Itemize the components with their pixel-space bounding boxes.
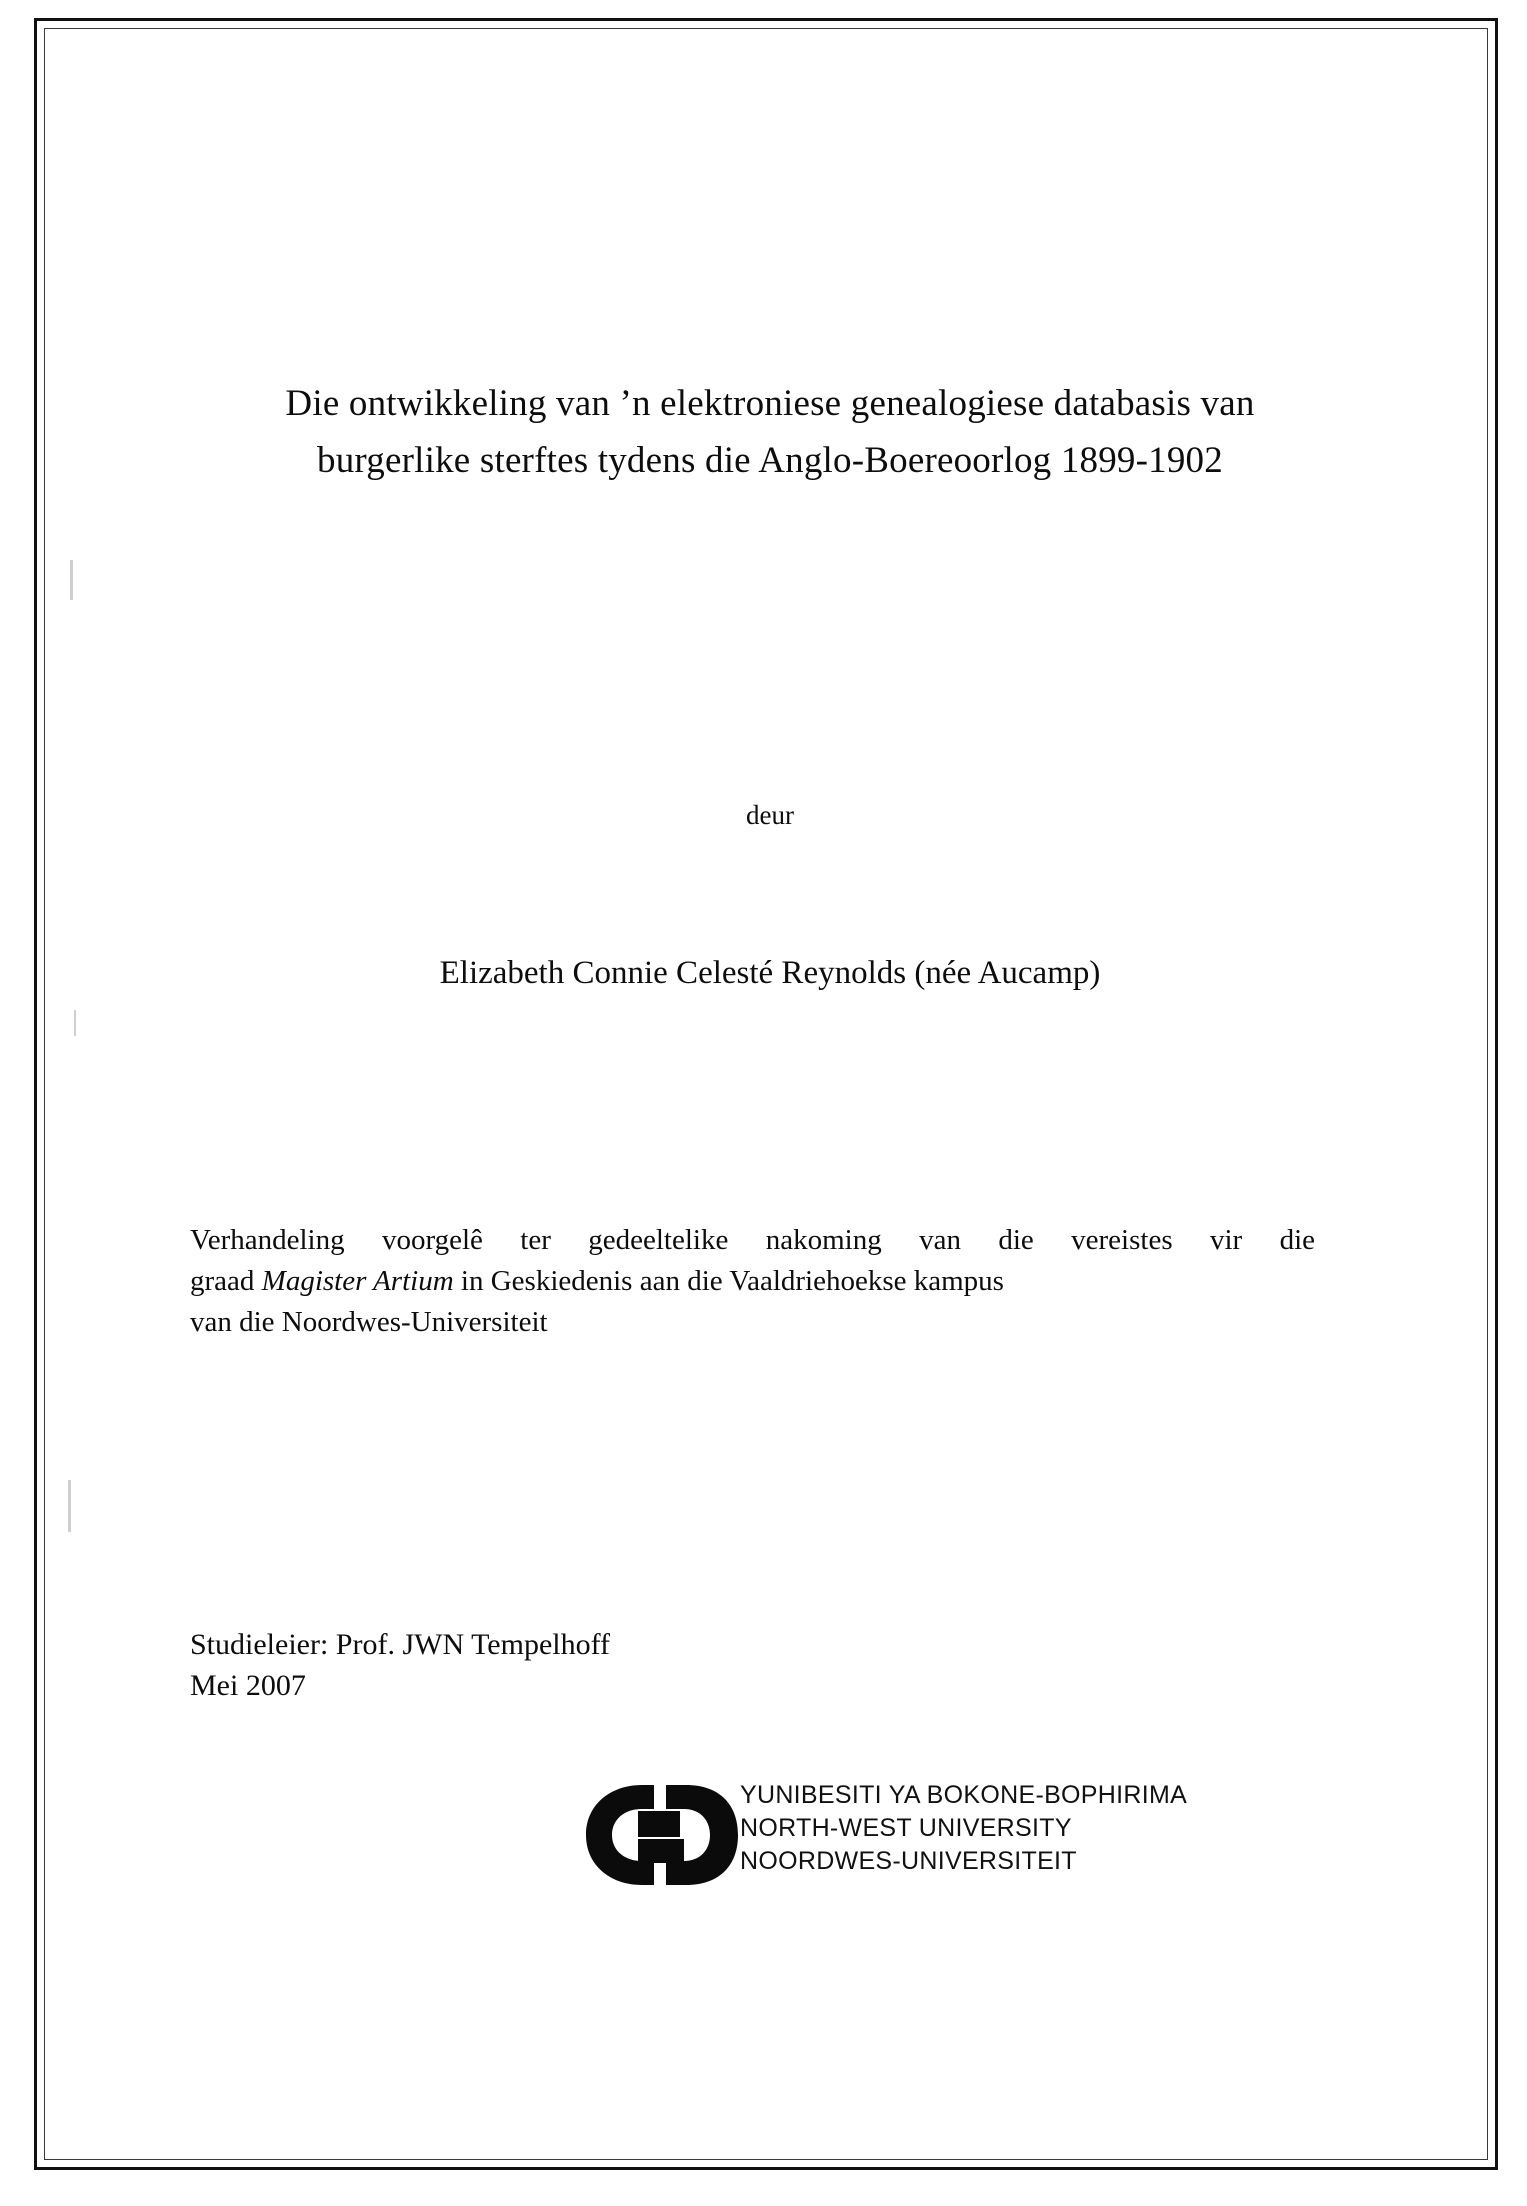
degree-statement xyxy=(190,1220,1315,1344)
scan-speckle xyxy=(68,1480,71,1532)
supervisor-block xyxy=(190,1625,1090,1706)
statement-line-2 xyxy=(190,1261,1315,1302)
scan-speckle xyxy=(70,560,73,600)
university-logo-text xyxy=(740,1779,1187,1878)
logo-text-line-3: NOORDWES-UNIVERSITEIT xyxy=(740,1847,1077,1875)
statement-line-2-suffix: in Geskiedenis aan die Vaaldriehoekse kampus xyxy=(453,1265,1004,1298)
scan-speckle xyxy=(74,1010,76,1036)
title-line-1: Die ontwikkeling van ’n elektroniese genealogiese databasis van xyxy=(285,383,1255,424)
statement-line-2-prefix: graad xyxy=(190,1265,262,1298)
author-name: Elizabeth Connie Celesté Reynolds (née Aucamp) xyxy=(439,955,1101,991)
date-line: Mei 2007 xyxy=(190,1668,306,1702)
logo-text-line-1: YUNIBESITI YA BOKONE-BOPHIRIMA xyxy=(740,1781,1188,1809)
page-content xyxy=(150,0,1370,2206)
logo-text-line-2: NORTH-WEST UNIVERSITY xyxy=(740,1814,1072,1842)
title-line-2: burgerlike sterftes tydens die Anglo-Boereoorlog 1899-1902 xyxy=(317,440,1223,482)
degree-name: Magister Artium xyxy=(261,1265,454,1298)
university-logo xyxy=(580,1775,1340,1905)
page-title xyxy=(180,375,1360,490)
statement-line-3: van die Noordwes-Universiteit xyxy=(190,1306,548,1339)
by-word: deur xyxy=(746,800,794,830)
supervisor-line: Studieleier: Prof. JWN Tempelhoff xyxy=(190,1628,611,1661)
north-west-university-logo-icon xyxy=(580,1781,765,1889)
statement-line-1: Verhandeling voorgelê ter gedeeltelike nakoming van die vereistes vir die xyxy=(190,1224,1315,1256)
